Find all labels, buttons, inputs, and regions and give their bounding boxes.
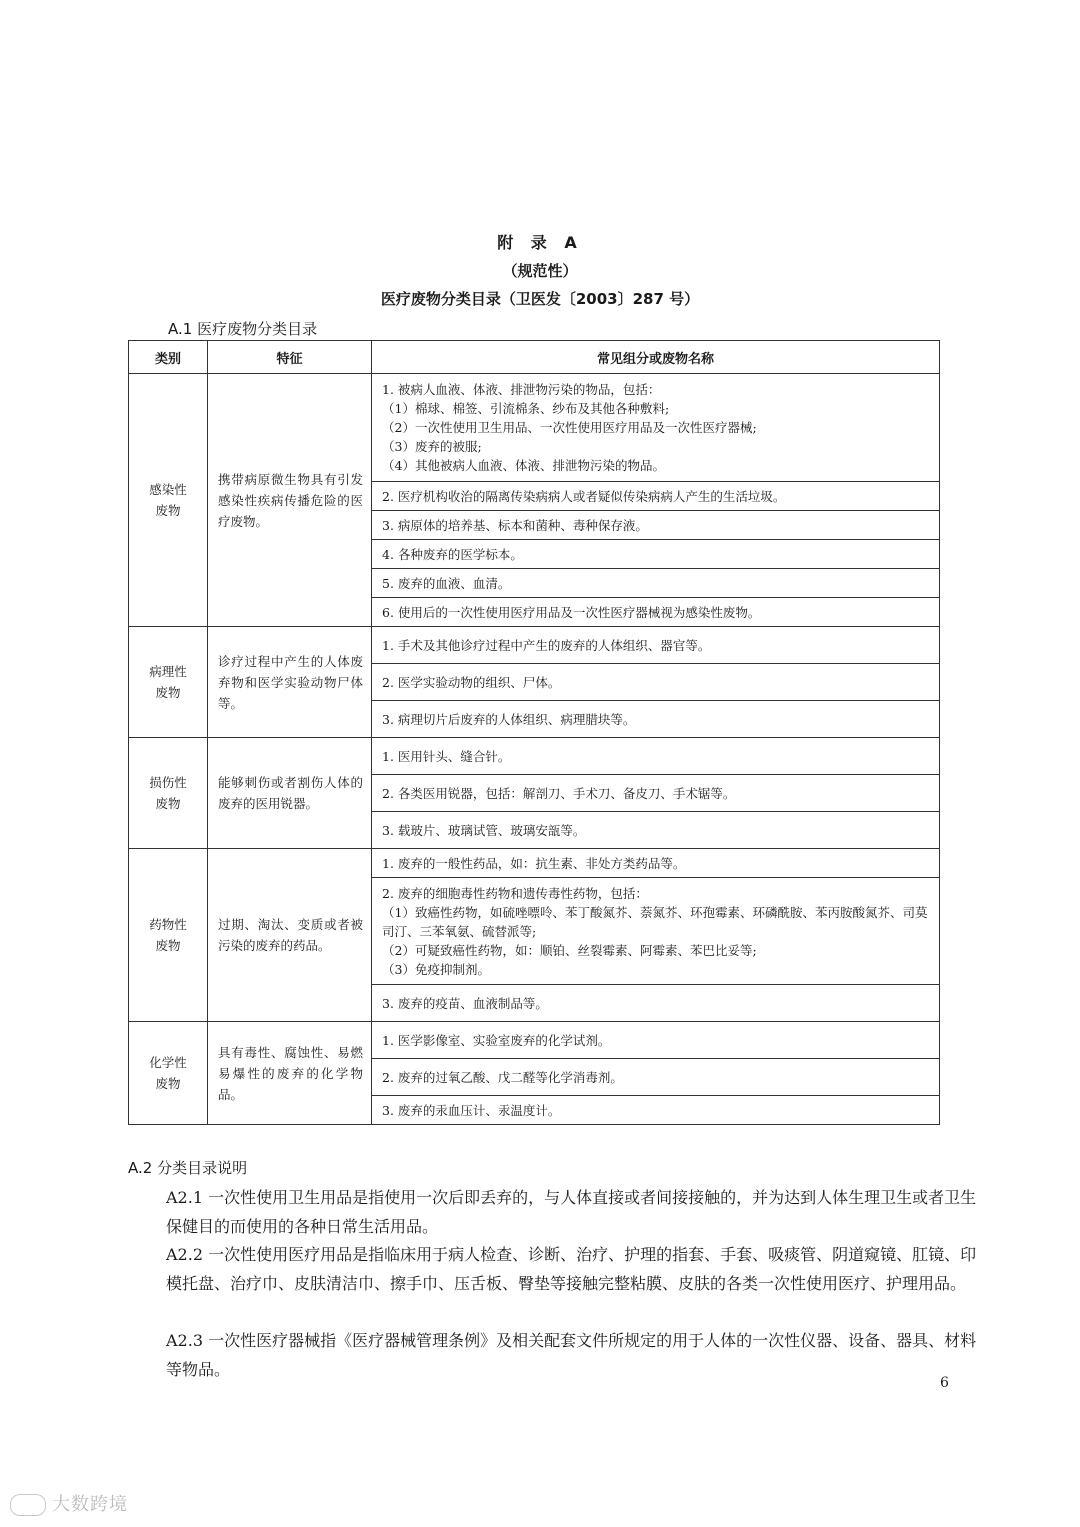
component-line: 2. 废弃的过氧乙酸、戊二醛等化学消毒剂。 bbox=[382, 1069, 623, 1085]
component-line: （2）一次性使用卫生用品、一次性使用医疗用品及一次性医疗器械; bbox=[382, 420, 757, 435]
component-cell bbox=[372, 1059, 940, 1096]
section-a2-heading: A.2 分类目录说明 bbox=[128, 1159, 248, 1177]
component-cell bbox=[372, 775, 940, 812]
component-line: 1. 手术及其他诊疗过程中产生的废弃的人体组织、器官等。 bbox=[382, 637, 711, 653]
feature-cell: 携带病原微生物具有引发感染性疾病传播危险的医疗废物。 bbox=[208, 374, 372, 627]
component-line: 3. 病原体的培养基、标本和菌种、毒种保存液。 bbox=[382, 517, 648, 533]
component-line: 3. 载玻片、玻璃试管、玻璃安瓿等。 bbox=[382, 822, 586, 838]
component-cell bbox=[372, 664, 940, 701]
component-line: 3. 病理切片后废弃的人体组织、病理腊块等。 bbox=[382, 711, 636, 727]
component-line: 2. 医学实验动物的组织、尸体。 bbox=[382, 674, 561, 690]
header-components: 常见组分或废物名称 bbox=[372, 341, 940, 374]
component-cell bbox=[372, 985, 940, 1022]
category-cell: 化学性 废物 bbox=[129, 1022, 208, 1125]
component-line: 4. 各种废弃的医学标本。 bbox=[382, 546, 523, 562]
component-line: （1）棉球、棉签、引流棉条、纱布及其他各种敷料; bbox=[382, 401, 670, 416]
header-feature: 特征 bbox=[208, 341, 372, 374]
component-line: 2. 医疗机构收治的隔离传染病病人或者疑似传染病病人产生的生活垃圾。 bbox=[382, 488, 786, 504]
component-cell bbox=[372, 849, 940, 878]
component-cell bbox=[372, 598, 940, 627]
component-line: 3. 废弃的疫苗、血液制品等。 bbox=[382, 995, 548, 1011]
table-row bbox=[129, 627, 940, 664]
feature-cell: 能够刺伤或者割伤人体的废弃的医用锐器。 bbox=[208, 738, 372, 849]
table-row bbox=[129, 849, 940, 878]
category-cell: 病理性 废物 bbox=[129, 627, 208, 738]
component-line: （3）免疫抑制剂。 bbox=[382, 961, 490, 977]
component-line: 2. 废弃的细胞毒性药物和遗传毒性药物，包括： bbox=[382, 885, 648, 901]
category-cell: 感染性 废物 bbox=[129, 374, 208, 627]
waste-classification-table bbox=[128, 340, 940, 1125]
component-cell bbox=[372, 569, 940, 598]
component-cell bbox=[372, 878, 940, 985]
table-row bbox=[129, 374, 940, 482]
component-line: 5. 废弃的血液、血清。 bbox=[382, 575, 511, 591]
component-line: 1. 医学影像室、实验室废弃的化学试剂。 bbox=[382, 1032, 611, 1048]
paragraph-a2-2: A2.2 一次性使用医疗用品是指临床用于病人检查、诊断、治疗、护理的指套、手套、吸痰管、阴道窥镜、肛镜、印模托盘、治疗巾、皮肤清洁巾、擦手巾、压舌板、臀垫等接触完整粘膜、皮肤的各类一次性使用医疗、护理用品。 bbox=[166, 1245, 977, 1293]
feature-cell: 诊疗过程中产生的人体废弃物和医学实验动物尸体等。 bbox=[208, 627, 372, 738]
component-cell bbox=[372, 482, 940, 511]
watermark bbox=[10, 1490, 128, 1516]
table-row bbox=[129, 738, 940, 775]
component-line: （3）废弃的被服; bbox=[382, 439, 482, 454]
component-line: 2. 各类医用锐器，包括：解剖刀、手术刀、备皮刀、手术锯等。 bbox=[382, 785, 736, 801]
appendix-nature: （规范性） bbox=[502, 262, 578, 280]
table-header-row bbox=[129, 341, 940, 374]
component-cell bbox=[372, 701, 940, 738]
paragraph-a2-1: A2.1 一次性使用卫生用品是指使用一次后即丢弃的，与人体直接或者间接接触的，并为达到人体生理卫生或者卫生保健目的而使用的各种日常生活用品。 bbox=[166, 1188, 977, 1236]
component-cell bbox=[372, 540, 940, 569]
component-cell bbox=[372, 627, 940, 664]
component-cell bbox=[372, 374, 940, 482]
appendix-label: 附 录 A bbox=[497, 233, 583, 252]
paragraph-a2-3: A2.3 一次性医疗器械指《医疗器械管理条例》及相关配套文件所规定的用于人体的一次性仪器、设备、器具、材料等物品。 bbox=[166, 1331, 977, 1379]
category-cell: 药物性 废物 bbox=[129, 849, 208, 1022]
component-cell bbox=[372, 738, 940, 775]
component-line: （2）可疑致癌性药物，如：顺铂、丝裂霉素、阿霉素、苯巴比妥等; bbox=[382, 942, 757, 958]
component-cell bbox=[372, 1022, 940, 1059]
watermark-text: 大数跨境 bbox=[52, 1494, 128, 1515]
appendix-title: 医疗废物分类目录（卫医发〔2003〕287 号） bbox=[380, 290, 700, 308]
feature-cell: 具有毒性、腐蚀性、易燃易爆性的废弃的化学物品。 bbox=[208, 1022, 372, 1125]
component-line: （4）其他被病人血液、体液、排泄物污染的物品。 bbox=[382, 458, 665, 473]
page-number: 6 bbox=[940, 1375, 949, 1391]
component-line: 3. 废弃的汞血压计、汞温度计。 bbox=[382, 1102, 561, 1118]
component-line: 1. 被病人血液、体液、排泄物污染的物品，包括： bbox=[382, 382, 661, 397]
component-cell bbox=[372, 1096, 940, 1125]
watermark-logo-icon bbox=[10, 1494, 46, 1516]
feature-cell: 过期、淘汰、变质或者被污染的废弃的药品。 bbox=[208, 849, 372, 1022]
component-cell bbox=[372, 511, 940, 540]
header-category: 类别 bbox=[129, 341, 208, 374]
component-cell bbox=[372, 812, 940, 849]
section-a1-heading: A.1 医疗废物分类目录 bbox=[168, 320, 318, 338]
component-line: 1. 医用针头、缝合针。 bbox=[382, 748, 511, 764]
category-cell: 损伤性 废物 bbox=[129, 738, 208, 849]
component-line: （1）致癌性药物，如硫唑嘌呤、苯丁酸氮芥、萘氮芥、环孢霉素、环磷酰胺、苯丙胺酸氮芥、司莫司汀、三苯氧氨、硫替派等; bbox=[382, 904, 928, 939]
component-line: 1. 废弃的一般性药品，如：抗生素、非处方类药品等。 bbox=[382, 855, 686, 871]
component-line: 6. 使用后的一次性使用医疗用品及一次性医疗器械视为感染性废物。 bbox=[382, 604, 761, 620]
table-row bbox=[129, 1022, 940, 1059]
